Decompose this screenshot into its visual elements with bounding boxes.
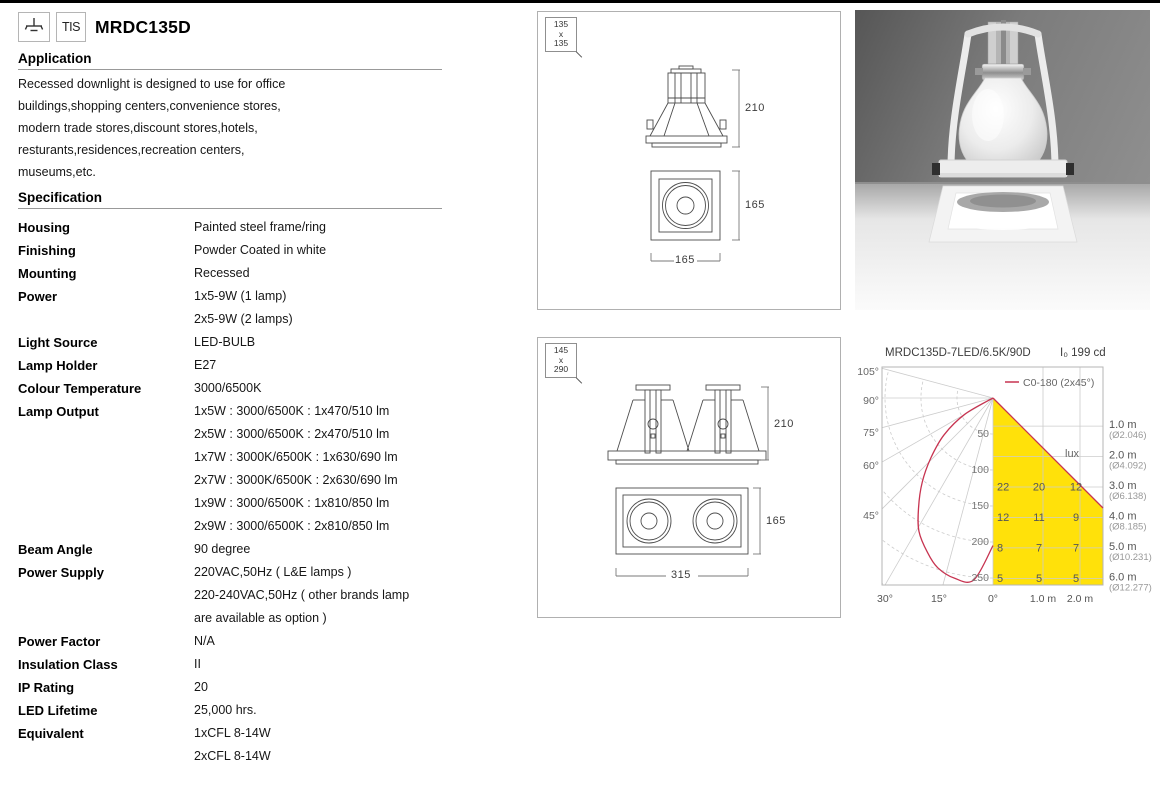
spec-values [194,216,326,239]
spec-value-line: Powder Coated in white [194,243,327,257]
chart-text: 5.0 m [1109,540,1137,553]
chart-text: 150 [971,500,989,512]
chart-text: 2.0 m [1109,449,1137,462]
chart-text: (Ø4.092) [1109,460,1147,472]
spec-label: Housing [18,220,70,235]
spec-label: Power Supply [18,565,104,580]
chart-text: (Ø12.277) [1109,582,1152,594]
spec-row [18,538,442,561]
application-line: buildings,shopping centers,convenience stores, [18,99,281,113]
chart-text: 5 [1035,572,1043,585]
chart-text: 15° [931,593,947,605]
chart-text: 8 [997,542,1004,555]
chart-text: C0-180 (2x45°) [1023,377,1095,389]
chart-text: (Ø10.231) [1109,551,1152,563]
chart-text: 75° [863,427,879,439]
spec-row [18,676,442,699]
width-dimension: 315 [671,569,691,581]
spec-row [18,262,442,285]
left-column [18,10,442,768]
specification-heading: Specification [18,190,442,209]
spec-value-line: 220VAC,50Hz ( L&E lamps ) [194,565,352,579]
spec-row [18,331,442,354]
spec-row [18,653,442,676]
spec-values [194,676,208,699]
spec-row [18,377,442,400]
chart-text: 2.0 m [1066,593,1094,605]
spec-value-line: are available as option ) [194,611,327,625]
spec-value-line: 2x5-9W (2 lamps) [194,312,293,326]
spec-label: LED Lifetime [18,703,98,718]
spec-label: Beam Angle [18,542,93,557]
spec-value-line: 1x7W : 3000K/6500K : 1x630/690 lm [194,450,398,464]
chart-text: 50 [977,428,989,440]
width-dimension: 165 [675,254,695,266]
chart-text: 9 [1072,511,1080,524]
cutout-line: 290 [553,364,569,374]
product-code: MRDC135D [95,16,191,37]
spec-value-line: 1xCFL 8-14W [194,726,271,740]
spec-value-line: 2xCFL 8-14W [194,749,271,763]
downlight-photo-art [855,10,1150,310]
chart-text: 90° [863,395,879,407]
side-dimension: 165 [766,515,786,527]
height-dimension: 210 [774,418,794,430]
chart-text: 5 [1072,572,1080,585]
spec-label: Insulation Class [18,657,118,672]
chart-text: 20 [1032,481,1046,494]
chart-text: 0° [987,593,999,605]
spec-label: Power Factor [18,634,101,649]
spec-value-line: Painted steel frame/ring [194,220,327,234]
spec-values [194,239,326,262]
spec-value-line: 20 [194,680,208,694]
cutout-line: 135 [553,19,569,29]
chart-text: 6.0 m [1109,571,1137,584]
chart-text: lux [1065,448,1080,460]
spec-value-line: 90 degree [194,542,251,556]
spec-row [18,239,442,262]
spec-row [18,699,442,722]
spec-values [194,262,250,285]
side-dimension: 165 [745,199,765,211]
spec-value-line: LED-BULB [194,335,256,349]
chart-text: I₀ 199 cd [1060,347,1106,359]
spec-label: Mounting [18,266,77,281]
spec-label: Power [18,289,58,304]
chart-text: 45° [863,510,879,522]
spec-values [194,653,201,676]
chart-text: 12 [997,511,1010,524]
spec-value-line: 1x5-9W (1 lamp) [194,289,287,303]
spec-value-line: 25,000 hrs. [194,703,257,717]
chart-text: 100 [971,464,989,476]
spec-value-line: 1x5W : 3000/6500K : 1x470/510 lm [194,404,390,418]
intensity-curve [918,398,993,582]
chart-text: 1.0 m [1109,419,1137,432]
spec-values [194,630,215,653]
chart-text: (Ø8.185) [1109,521,1147,533]
application-line: modern trade stores,discount stores,hotels, [18,121,258,135]
spec-value-line: N/A [194,634,215,648]
specification-table [18,216,442,768]
spec-values [194,538,250,561]
spec-label: Lamp Output [18,404,99,419]
header-row [18,10,442,44]
chart-text: 200 [971,536,989,548]
spec-value-line: Recessed [194,266,250,280]
spec-label: Lamp Holder [18,358,98,373]
product-photo [855,10,1150,310]
spec-value-line: 2x9W : 3000/6500K : 2x810/850 lm [194,519,390,533]
spec-value-line: 3000/6500K [194,381,262,395]
chart-text: 5 [997,572,1004,585]
spec-label: Colour Temperature [18,381,142,396]
spec-value-line: 2x7W : 3000K/6500K : 2x630/690 lm [194,473,398,487]
spec-value-line: II [194,657,201,671]
chart-text: (Ø6.138) [1109,491,1147,503]
spec-label: Light Source [18,335,98,350]
spec-row [18,216,442,239]
dimension-drawing-double [537,337,841,618]
spec-row [18,722,442,768]
spec-row [18,354,442,377]
application-line: Recessed downlight is designed to use for office [18,77,286,91]
cutout-line: 145 [553,345,569,355]
earth-ground-icon [18,12,50,42]
chart-text: 7 [1072,542,1080,555]
spec-label: IP Rating [18,680,75,695]
spec-label: Equivalent [18,726,84,741]
spec-values [194,331,255,354]
cutout-line: 135 [553,38,569,48]
dimension-drawing-single [537,11,841,310]
cutout-line: x [558,354,564,365]
page-top-rule [0,0,1160,3]
chart-text: (Ø2.046) [1109,430,1147,442]
chart-text: 7 [1035,542,1043,555]
height-dimension: 210 [745,102,765,114]
chart-text: 60° [863,460,879,472]
spec-value-line: 220-240VAC,50Hz ( other brands lamp [194,588,410,602]
chart-text: 1.0 m [1029,593,1057,605]
chart-text: 30° [877,593,893,605]
spec-row [18,285,442,331]
chart-text: 3.0 m [1109,480,1137,493]
spec-values [194,377,261,400]
chart-text: 11 [1033,511,1045,524]
application-line: museums,etc. [18,165,96,179]
application-text [18,73,442,183]
spec-value-line: 1x9W : 3000/6500K : 1x810/850 lm [194,496,390,510]
tis-mark-icon: TIS [56,12,86,42]
spec-label: Finishing [18,243,76,258]
application-heading: Application [18,51,442,70]
spec-value-line: E27 [194,358,217,372]
chart-text: 105° [857,366,879,378]
chart-text: MRDC135D-7LED/6.5K/90D [885,347,1031,359]
chart-text: 22 [997,481,1010,494]
photometric-chart [855,335,1160,625]
spec-values [194,561,409,630]
chart-text: 12 [1069,481,1083,494]
spec-values [194,722,271,768]
spec-values [194,354,216,377]
spec-row [18,630,442,653]
spec-row [18,400,442,538]
application-line: resturants,residences,recreation centers, [18,143,245,157]
spec-values [194,285,293,331]
spec-values [194,699,257,722]
spec-values [194,400,398,538]
chart-text: 250 [971,572,989,584]
cutout-line: x [558,28,564,39]
chart-text: 4.0 m [1109,510,1137,523]
spec-value-line: 2x5W : 3000/6500K : 2x470/510 lm [194,427,390,441]
spec-row [18,561,442,630]
cone-diagram-svg [855,335,1160,625]
